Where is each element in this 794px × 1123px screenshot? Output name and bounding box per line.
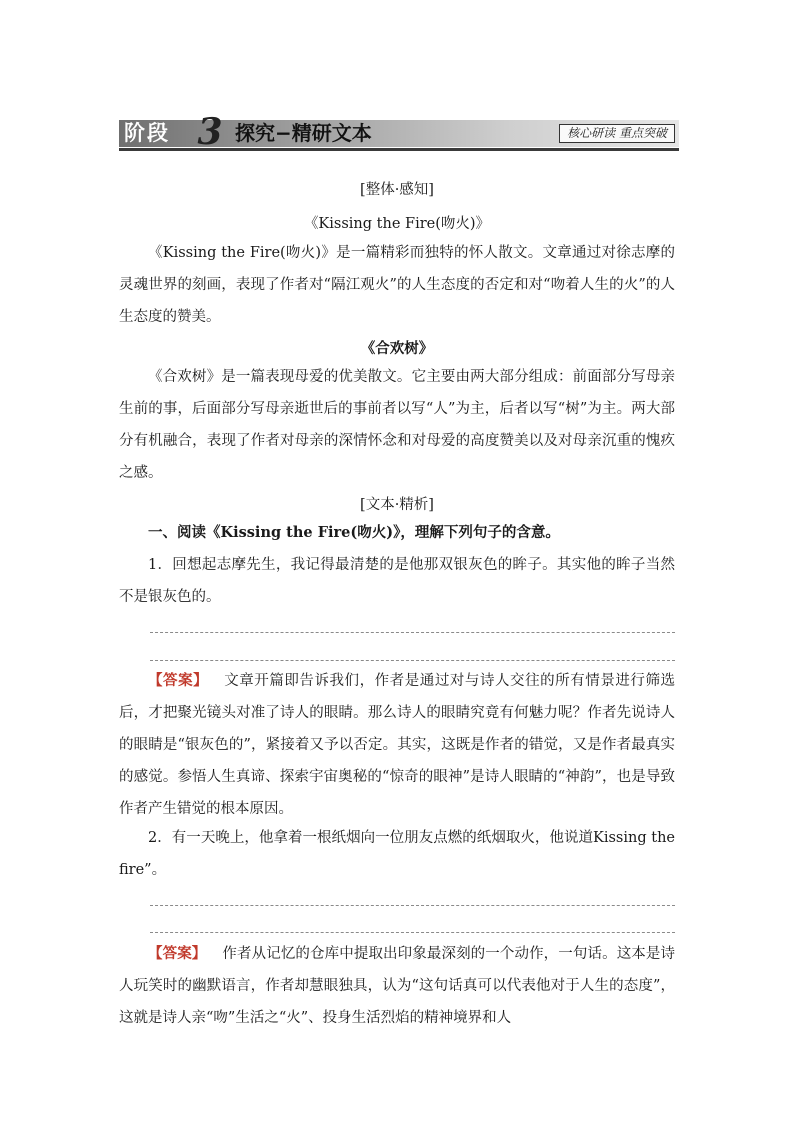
answer-2-text: 作者从记忆的仓库中提取出印象最深刻的一个动作，一句话。这本是诗人玩笑时的幽默语言，作者却慧眼独具，认为“这句话真可以代表他对于人生的态度”，这就是诗人亲“吻”生活之“火”、投身生活烈焰的精神境界和人 (119, 946, 676, 1026)
section-banner (119, 111, 679, 153)
question-1: 1．回想起志摩先生，我记得最清楚的是他那双银灰色的眸子。其实他的眸子当然不是银灰色的。 (119, 557, 675, 605)
heading-text-analysis: [文本·精析] (360, 497, 434, 513)
heading-overall-perception: [整体·感知] (360, 182, 434, 198)
stage-title: 探究−精研文本 (235, 121, 372, 145)
question-intro: 一、阅读《Kissing the Fire(吻火)》，理解下列句子的含意。 (148, 524, 560, 541)
answer-line (150, 632, 675, 633)
work1-title: 《Kissing the Fire(吻火)》 (303, 216, 491, 232)
work2-title: 《合欢树》 (360, 340, 434, 357)
work1-summary: 《Kissing the Fire(吻火)》是一篇精彩而独特的怀人散文。文章通过对徐志摩的灵魂世界的刻画，表现了作者对“隔江观火”的人生态度的否定和对“吻着人生的火”的人生态度的赞美。 (119, 245, 675, 325)
answer-1-text: 文章开篇即告诉我们，作者是通过对与诗人交往的所有情景进行筛选后，才把聚光镜头对准了诗人的眼睛。那么诗人的眼睛究竟有何魅力呢？作者先说诗人的眼睛是“银灰色的”，紧接着又予以否定。其实，这既是作者的错觉，又是作者最真实的感觉。参悟人生真谛、探索宇宙奥秘的“惊奇的眼神”是诗人眼睛的“神韵”，也是导致作者产生错觉的根本原因。 (119, 673, 676, 817)
work2-summary: 《合欢树》是一篇表现母爱的优美散文。它主要由两大部分组成：前面部分写母亲生前的事，后面部分写母亲逝世后的事前者以写“人”为主，后者以写“树”为主。两大部分有机融合，表现了作者对母亲的深情怀念和对母爱的高度赞美以及对母亲沉重的愧疚之感。 (119, 369, 675, 481)
answer-2 (119, 938, 675, 1034)
section-tag: 核心研读 重点突破 (559, 124, 675, 143)
answer-label: 【答案】 (148, 672, 209, 689)
answer-label: 【答案】 (148, 945, 207, 962)
answer-1 (119, 665, 675, 825)
answer-line (150, 932, 675, 933)
answer-line (150, 660, 675, 661)
question-2: 2．有一天晚上，他拿着一根纸烟向一位朋友点燃的纸烟取火，他说道Kissing the fire”。 (119, 830, 675, 878)
stage-number: 3 (197, 111, 223, 153)
stage-label: 阶段 (124, 121, 170, 145)
answer-line (150, 905, 675, 906)
